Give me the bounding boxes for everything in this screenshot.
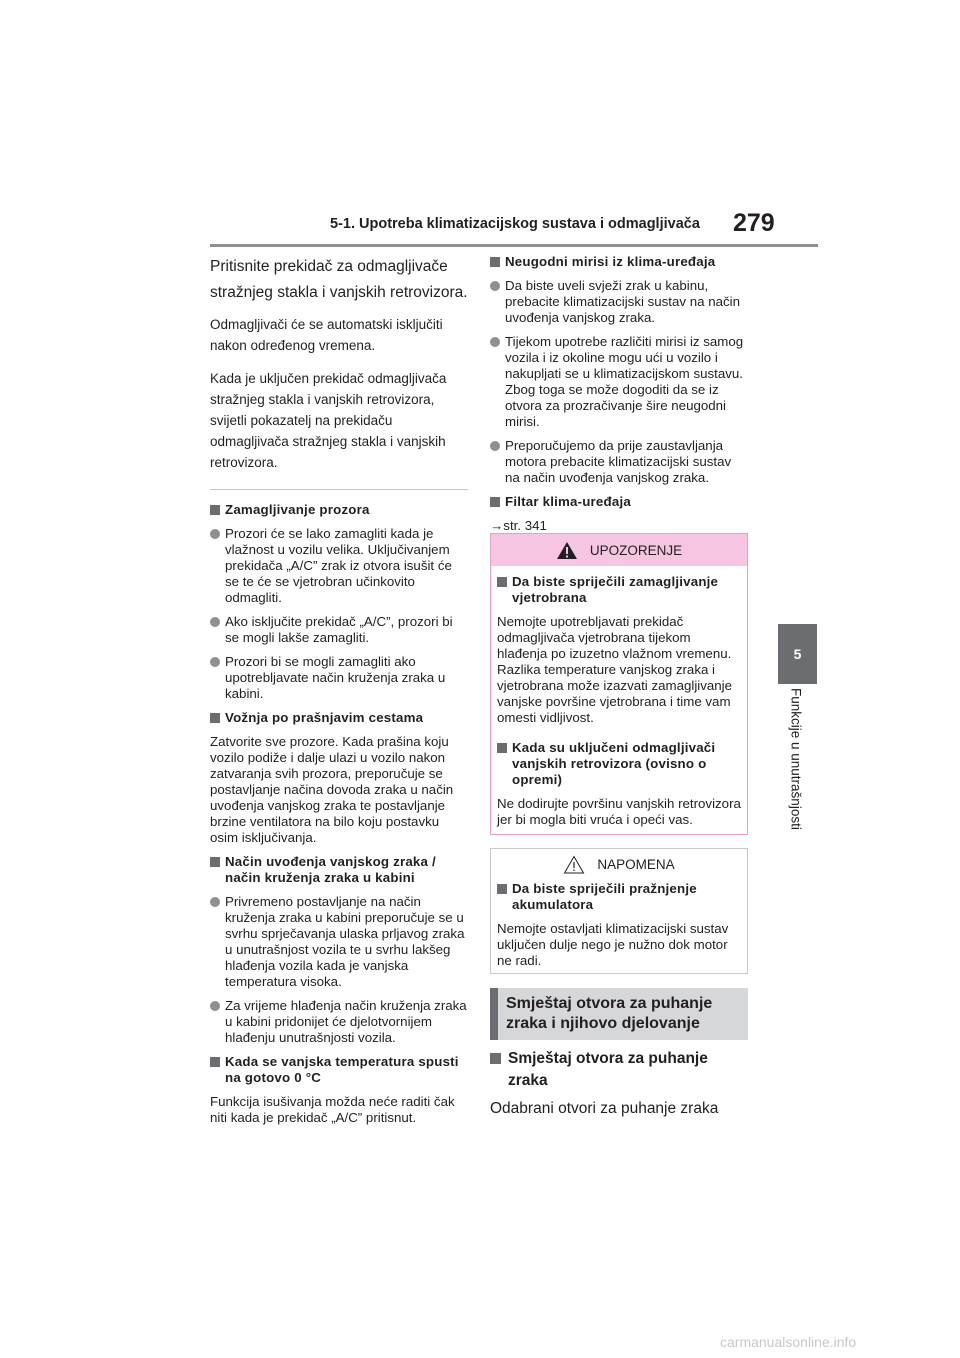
notice-text: Nemojte ostavljati klimatizacijski sustav uključen dulje nego je nužno dok motor ne radi. bbox=[497, 921, 729, 968]
section-heading bbox=[210, 1054, 468, 1086]
bullet-text: Privremeno postavljanje na način kruženja zraka u kabini preporučuje se u svrhu sprječavanja ulaska prljavog zraka u unutrašnjost vozila te u svrhu lakšeg hlađenja vozila kada je vanjska temperatura visoka. bbox=[225, 894, 465, 989]
warning-title: UPOZORENJE bbox=[589, 542, 683, 558]
section-heading-text: Da biste spriječili pražnjenje akumulatora bbox=[512, 881, 697, 912]
warning-text: Ne dodirujte površinu vanjskih retrovizora jer bi mogla biti vruća i opeći vas. bbox=[497, 796, 741, 827]
section-heading bbox=[210, 502, 468, 518]
square-bullet-icon bbox=[497, 884, 507, 894]
section-heading-text: Način uvođenja vanjskog zraka / način kruženja zraka u kabini bbox=[225, 854, 436, 885]
chapter-tab-label-text: Funkcije u unutrašnjosti bbox=[788, 688, 804, 830]
section-heading-text: Vožnja po prašnjavim cestama bbox=[225, 710, 424, 725]
caution-triangle-icon bbox=[563, 855, 585, 874]
section-heading-text: Da biste spriječili zamagljivanje vjetrobrana bbox=[512, 574, 719, 605]
bullet-text: Tijekom upotrebe različiti mirisi iz samog vozila i iz okoline mogu ući u vozilo i nakupljati se u klimatizacijskom sustavu. Zbog toga se može dogoditi da se iz otvora za prozračivanje šire neugodni mirisi. bbox=[505, 334, 744, 429]
circle-bullet-icon bbox=[490, 281, 500, 291]
subsection-heading bbox=[490, 1048, 748, 1092]
section-divider bbox=[210, 489, 468, 490]
warning-header bbox=[491, 534, 747, 566]
notice-box bbox=[490, 848, 748, 974]
bullet-text: Preporučujemo da prije zaustavljanja motora prebacite klimatizacijski sustav na način uvođenja vanjskog zraka. bbox=[505, 438, 732, 485]
chapter-tab-label bbox=[770, 688, 822, 858]
warning-body bbox=[491, 566, 747, 828]
square-bullet-icon bbox=[497, 577, 507, 587]
notice-header bbox=[491, 849, 747, 879]
bullet-text: Da biste uveli svježi zrak u kabinu, prebacite klimatizacijski sustav na način uvođenja vanjskog zraka. bbox=[505, 278, 741, 325]
chapter-tab-number: 5 bbox=[778, 624, 817, 684]
bullet-item bbox=[490, 334, 748, 430]
square-bullet-icon bbox=[490, 1053, 501, 1064]
chapter-title: 5-1. Upotreba klimatizacijskog sustava i odmagljivača bbox=[330, 216, 700, 232]
square-bullet-icon bbox=[210, 1057, 220, 1067]
notice-title: NAPOMENA bbox=[597, 856, 675, 872]
square-bullet-icon bbox=[210, 505, 220, 515]
page-reference-link[interactable]: →str. 341 bbox=[490, 518, 547, 533]
notice-body bbox=[491, 879, 747, 969]
section-heading bbox=[497, 574, 741, 606]
section-heading-text: Filtar klima-uređaja bbox=[505, 494, 631, 509]
section-text: Zatvorite sve prozore. Kada prašina koju vozilo podiže i dalje ulazi u vozilo nakon zatvaranja svih prozora, preporučuje se postavljanje načina dovoda zraka u način uvođenja vanjskog zraka te postavljanje brzine ventilatora na bilo koju postavku osim isključivanja. bbox=[210, 734, 454, 845]
section-text: Funkcija isušivanja možda neće raditi čak niti kada je prekidač „A/C” pritisnut. bbox=[210, 1094, 455, 1125]
section-heading bbox=[210, 710, 468, 726]
watermark: carmanualsonline.info bbox=[720, 1334, 857, 1350]
section-heading bbox=[210, 854, 468, 886]
circle-bullet-icon bbox=[210, 1001, 220, 1011]
subsection bbox=[490, 1048, 748, 1130]
warning-triangle-icon bbox=[556, 541, 578, 560]
section-heading bbox=[490, 494, 748, 510]
bullet-text: Prozori bi se mogli zamagliti ako upotrebljavate način kruženja zraka u kabini. bbox=[225, 654, 446, 701]
warning-box bbox=[490, 533, 748, 835]
header-rule bbox=[210, 244, 818, 247]
bullet-item bbox=[490, 438, 748, 486]
section-heading-text: Zamagljivanje prozora bbox=[225, 502, 370, 517]
square-bullet-icon bbox=[210, 713, 220, 723]
bullet-item bbox=[210, 654, 468, 702]
right-column bbox=[490, 254, 748, 542]
section-heading-text: Kada su uključeni odmagljivači vanjskih retrovizora (ovisno o opremi) bbox=[512, 740, 716, 787]
section-heading bbox=[497, 881, 741, 913]
bullet-text: Za vrijeme hlađenja način kruženja zraka u kabini pridonijet će djelotvornijem hlađenju unutrašnjosti vozila. bbox=[225, 998, 467, 1045]
square-bullet-icon bbox=[490, 257, 500, 267]
section-heading bbox=[497, 740, 741, 788]
bullet-item bbox=[490, 278, 748, 326]
square-bullet-icon bbox=[497, 743, 507, 753]
paragraph: Odmagljivači će se automatski isključiti nakon određenog vremena. bbox=[210, 317, 443, 353]
circle-bullet-icon bbox=[210, 657, 220, 667]
bullet-text: Prozori će se lako zamagliti kada je vlažnost u vozilu velika. Uključivanjem prekidača „A/C” zrak iz otvora isušit će se te će se vjetrobran učinkovito odmagliti. bbox=[225, 526, 452, 605]
bullet-item bbox=[210, 526, 468, 606]
left-column bbox=[210, 254, 468, 1134]
subsection-heading-text: Smještaj otvora za puhanje zraka bbox=[508, 1050, 708, 1089]
section-heading bbox=[490, 254, 748, 270]
warning-text: Nemojte upotrebljavati prekidač odmagljivača vjetrobrana tijekom hlađenja po izuzetno vlažnom vremenu. Razlika temperature vanjskog zraka i vjetrobrana može izazvati zamagljivanje vanjske površine vjetrobrana i time vam omesti vidljivost. bbox=[497, 614, 733, 725]
circle-bullet-icon bbox=[490, 441, 500, 451]
bullet-item bbox=[210, 894, 468, 990]
square-bullet-icon bbox=[490, 497, 500, 507]
circle-bullet-icon bbox=[210, 897, 220, 907]
circle-bullet-icon bbox=[210, 617, 220, 627]
subsection-text: Odabrani otvori za puhanje zraka bbox=[490, 1100, 719, 1117]
page-number: 279 bbox=[733, 209, 775, 237]
square-bullet-icon bbox=[210, 857, 220, 867]
intro-text: Pritisnite prekidač za odmagljivače stražnjeg stakla i vanjskih retrovizora. bbox=[210, 258, 468, 301]
paragraph: Kada je uključen prekidač odmagljivača stražnjeg stakla i vanjskih retrovizora, svijetli pokazatelj na prekidaču odmagljivača stražnjeg stakla i vanjskih retrovizora. bbox=[210, 371, 447, 470]
bullet-item bbox=[210, 998, 468, 1046]
section-heading-text: Neugodni mirisi iz klima-uređaja bbox=[505, 254, 716, 269]
section-title-box: Smještaj otvora za puhanje zraka i njihovo djelovanje bbox=[490, 988, 748, 1040]
bullet-text: Ako isključite prekidač „A/C”, prozori bi se mogli lakše zamagliti. bbox=[225, 614, 453, 645]
section-heading-text: Kada se vanjska temperatura spusti na gotovo 0 °C bbox=[225, 1054, 459, 1085]
circle-bullet-icon bbox=[210, 529, 220, 539]
circle-bullet-icon bbox=[490, 337, 500, 347]
bullet-item bbox=[210, 614, 468, 646]
